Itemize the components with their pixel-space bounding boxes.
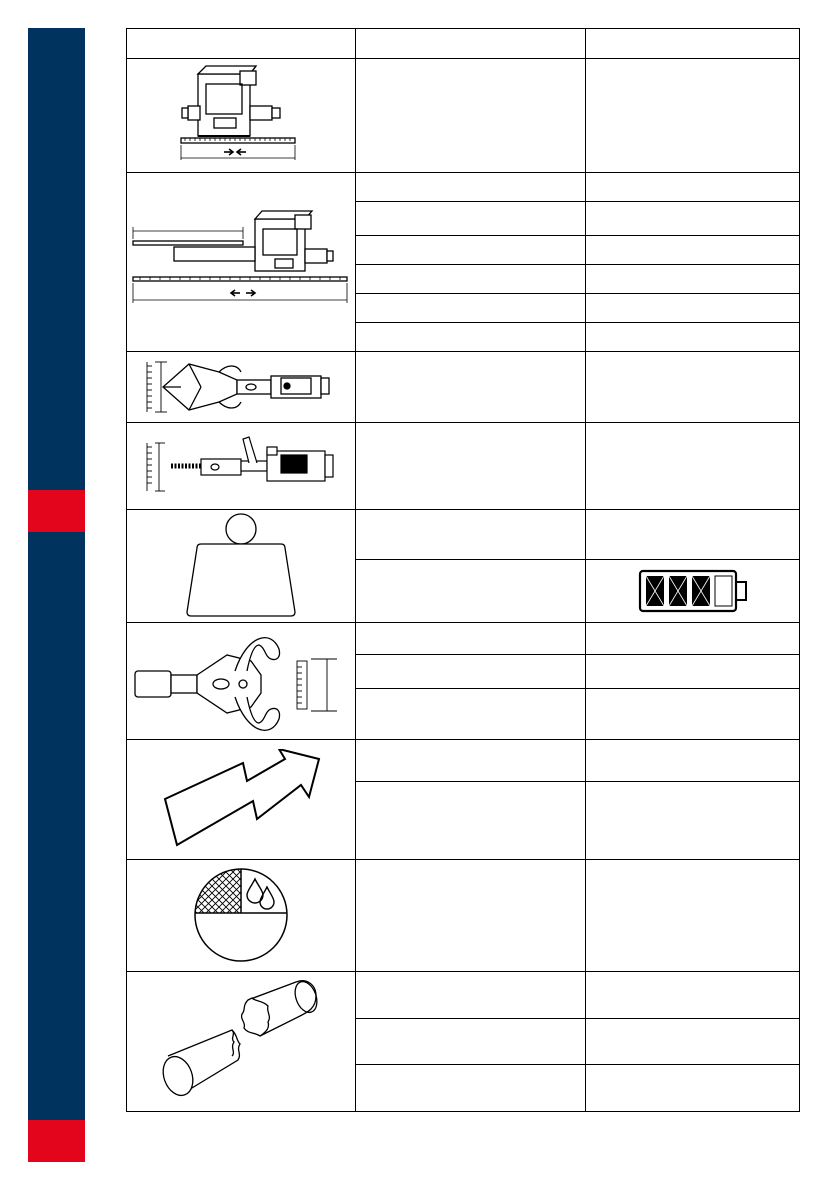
spec-value [586,859,800,971]
page-sidebar [28,28,85,1162]
spec-value [586,265,800,294]
spec-label [356,859,586,971]
table-row [127,971,800,1018]
table-row [127,423,800,510]
spec-label [356,781,586,859]
spec-value [586,971,800,1018]
image-cell [127,423,356,510]
table-header-row [127,29,800,59]
table-row [127,173,800,202]
tool-extended-length-drawing-icon [130,207,352,317]
spec-value [586,781,800,859]
cut-round-bar-icon [156,976,326,1106]
spreader-height-drawing-icon [141,433,341,499]
specifications-table [126,28,800,1112]
spec-value [586,202,800,236]
image-cell [127,510,356,623]
spec-value [586,623,800,655]
sidebar-segment-red [28,1120,85,1162]
spec-label [356,236,586,265]
sidebar-segment-blue [28,532,85,1120]
spec-value [586,423,800,510]
spec-value [586,655,800,689]
image-cell [127,173,356,352]
spec-value [586,689,800,739]
header-image-cell [127,29,356,59]
spec-label [356,689,586,739]
image-cell [127,352,356,423]
table-row [127,59,800,173]
battery-cell-empty [715,576,732,606]
table-row [127,739,800,781]
image-cell [127,859,356,971]
header-value-cell [586,29,800,59]
table-row [127,510,800,560]
spec-value [586,352,800,423]
weight-icon [181,512,301,620]
table-row [127,623,800,655]
spec-value [586,560,800,623]
battery-icon [636,568,750,614]
image-cell [127,971,356,1111]
spec-label [356,294,586,323]
spec-value [586,59,800,173]
spreader-tips-width-drawing-icon [141,356,341,418]
spec-label [356,510,586,560]
spec-value [586,739,800,781]
spec-label [356,739,586,781]
cutter-opening-drawing-icon [131,631,351,731]
spec-value [586,236,800,265]
spec-value [586,323,800,352]
spec-label [356,1064,586,1111]
spec-value [586,173,800,202]
tool-closed-length-drawing-icon [176,62,306,170]
spec-value [586,510,800,560]
image-cell [127,623,356,739]
spec-value [586,1064,800,1111]
spec-label [356,971,586,1018]
spec-label [356,202,586,236]
spec-label [356,323,586,352]
spec-label [356,59,586,173]
spec-label [356,560,586,623]
sidebar-segment-blue [28,28,85,490]
spec-value [586,1018,800,1064]
image-cell [127,59,356,173]
table-row [127,352,800,423]
spec-label [356,265,586,294]
spec-label [356,623,586,655]
spec-label [356,423,586,510]
table-row [127,859,800,971]
spec-label [356,655,586,689]
ingress-protection-icon [191,865,291,965]
header-label-cell [356,29,586,59]
sidebar-segment-red [28,490,85,532]
spec-value [586,294,800,323]
spec-label [356,1018,586,1064]
spec-label [356,173,586,202]
image-cell [127,739,356,859]
spec-label [356,352,586,423]
force-arrow-icon [161,749,321,849]
